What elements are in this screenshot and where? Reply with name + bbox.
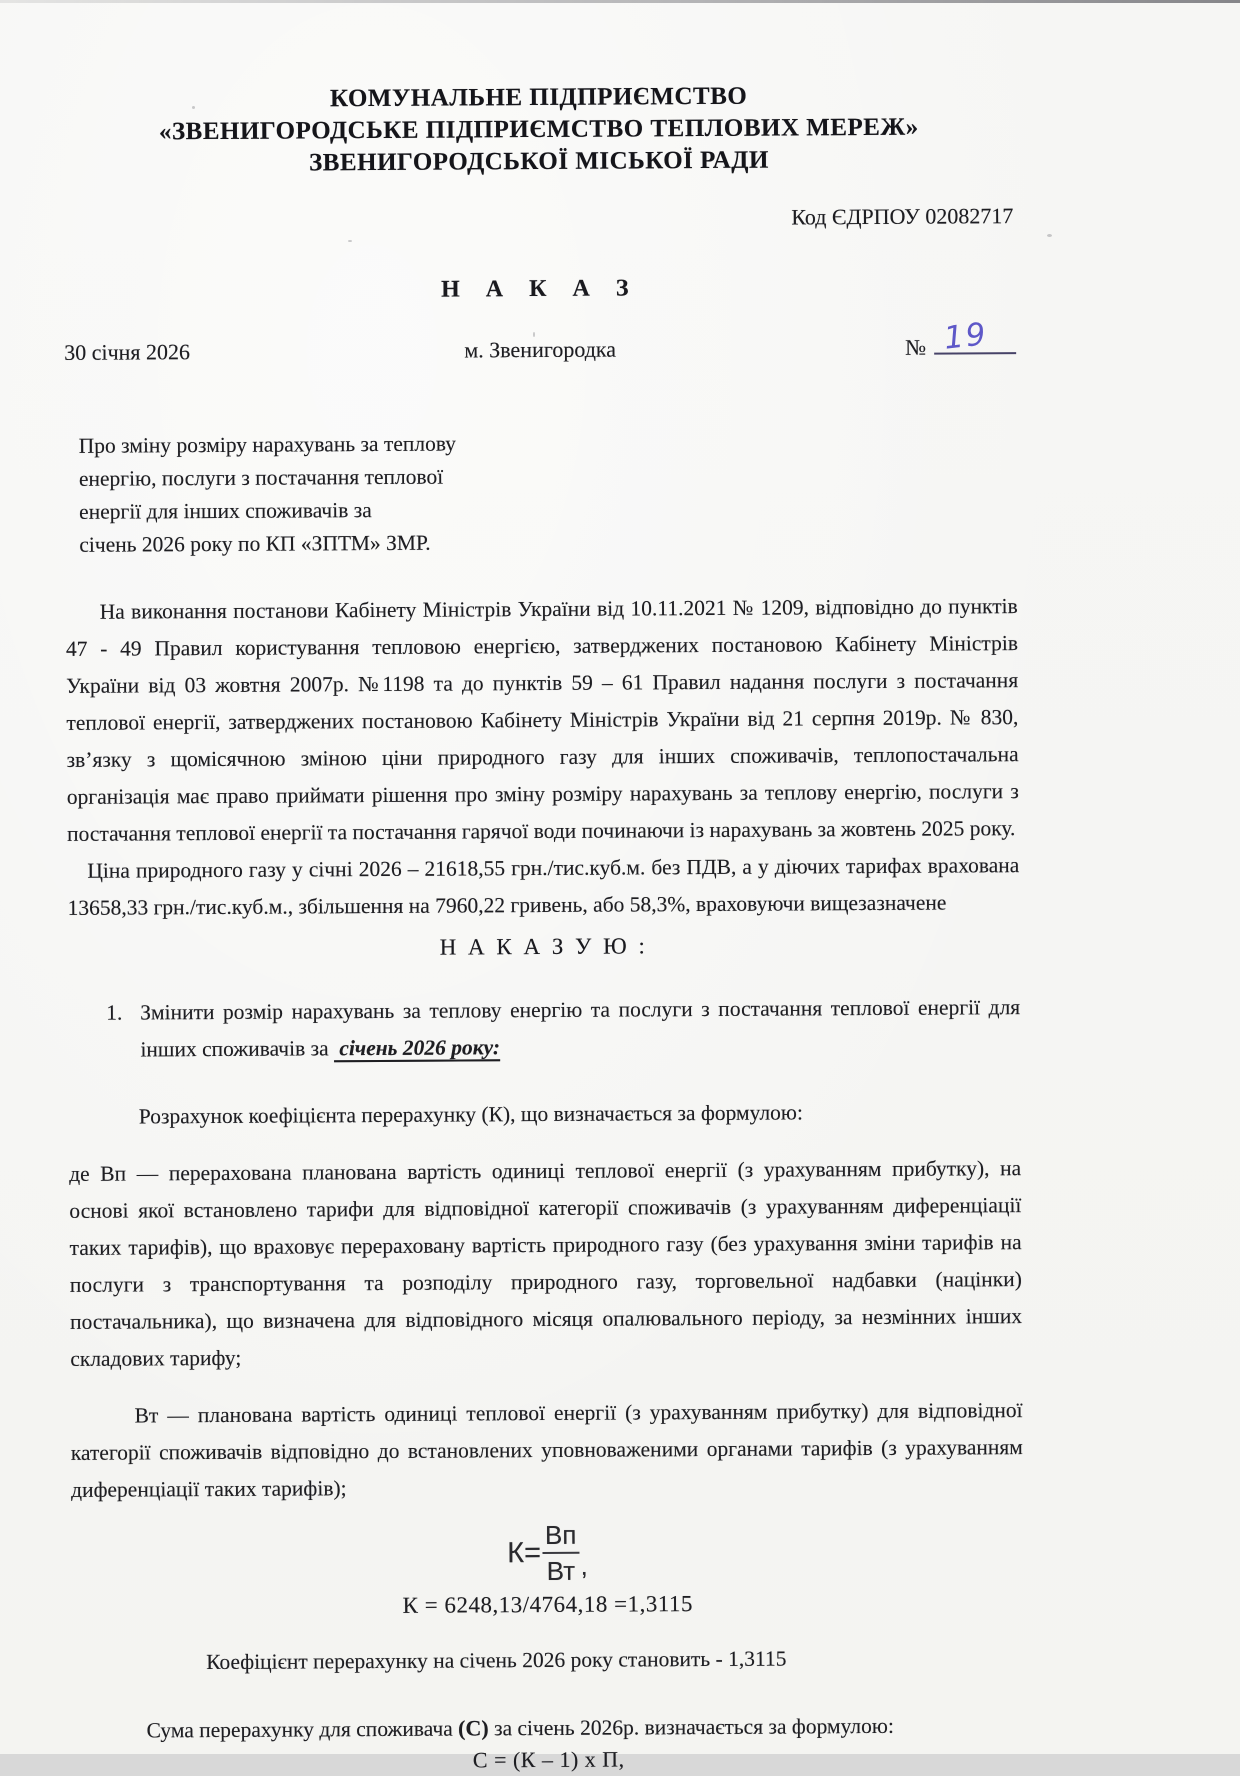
formula-fraction [541,1519,581,1586]
formula-lhs: К= [507,1536,542,1569]
order-number-line [934,316,1016,357]
order-meta-row [64,316,1016,366]
body-paragraph-gas-price: Ціна природного газу у січні 2026 – 21618,55 грн./тис.куб.м. без ПДВ, а у діючих тарифах врахована 13658,33 грн./тис.куб.м., збільшення на 7960,22 гривень, або 58,3%, враховуючи вищезазначене [67,853,1020,920]
body-paragraph-legal-basis: На виконання постанови Кабінету Міністрів України від 10.11.2021 № 1209, відповідно до пунктів 47 - 49 Правил користування тепловою енергією, затверджених постановою Кабінету Міністрів України від 03 жовтня 2007р. №1198 та до пунктів 59 – 61 Правил надання послуги з постачання теплової енергії, затверджених постановою Кабінету Міністрів України від 21 серпня 2019р. № 830, зв’язку з щомісячною зміною ціни природного газу для інших споживачів, теплопостачальна організація має право приймати рішення про зміну розміру нарахувань за теплову енергію, послуги з постачання теплової енергії та постачання гарячої води починаючи із нарахувань за жовтень 2025 року. [65,594,1019,846]
order-date: 30 січня 2026 [64,339,191,365]
document-content [62,0,1025,1776]
sum-line-consumer-symbol: (С) [458,1715,489,1741]
edrpou-code: Код ЄДРПОУ 02082717 [791,203,1014,230]
order-number-handwritten: 19 [942,316,990,357]
coefficient-result-line: Коефіцієнт перерахунку на січень 2026 року становить - 1,3115 [206,1646,787,1675]
subject-line: січень 2026 року по КП «ЗПТМ» ЗМР. [79,530,431,557]
formula-denominator: Вт [543,1552,580,1584]
order-subject [65,427,560,562]
org-name-line3: ЗВЕНИГОРОДСЬКОЇ МІСЬКОЇ РАДИ [308,146,769,177]
sum-formula: С = (К – 1) х П, [472,1746,625,1773]
resolve-heading: Н А К А З У Ю : [439,933,648,960]
formula-comma: , [580,1550,588,1581]
definition-vp: де Вп — перерахована планована вартість одиниці теплової енергії (з урахуванням прибутку), на основі якої встановлено тарифи для відповідної категорії споживачів (з урахуванням диференціації таких тарифів), що враховує перераховану вартість природного газу (без урахування зміни тарифів на послуги з транспортування та розподілу природного газу, торговельної надбавки (націнки) постачальника), що визначена для відповідного місяця опалювального періоду, за незмінних інших складових тарифу; [69,1156,1023,1371]
order-item-1 [68,989,1020,1069]
order-number [699,316,1016,362]
sum-definition-line [72,1712,1024,1744]
scan-speck [1047,234,1052,237]
coefficient-intro: Розрахунок коефіцієнта перерахунку (К), що визначається за формулою: [138,1100,804,1129]
formula-numerator: Вп [544,1519,577,1550]
order-item-1-number: 1. [106,1000,123,1025]
sum-line-text2: за січень 2026р. визначається за формулою: [488,1713,894,1741]
coefficient-calculation: К = 6248,13/4764,18 =1,3115 [402,1591,694,1618]
definition-vt: Вт — планована вартість одиниці теплової енергії (з урахуванням прибутку) для відповідної категорії споживачів відповідно до встановлених уповноваженими органами тарифів (з урахуванням диференціації таких тарифів); [70,1398,1023,1502]
org-name-line1: КОМУНАЛЬНЕ ПІДПРИЄМСТВО [329,82,748,113]
coefficient-formula [71,1519,1023,1587]
order-item-1-text-main: Змінити розмір нарахувань за теплову енергію та послуги з постачання теплової енергії для інших споживачів за [140,995,1021,1062]
sum-line-text1: Сума перерахунку для споживача [146,1716,459,1743]
subject-line: енергію, послуги з постачання теплової [78,464,444,491]
order-title: Н А К А З [440,275,639,303]
subject-line: Про зміну розміру нарахувань за теплову [78,431,457,458]
order-item-1-text [140,989,1020,1068]
order-item-1-period: січень 2026 року: [333,1035,501,1061]
order-place: м. Звенигородка [464,336,617,363]
org-name-line2: «ЗВЕНИГОРОДСЬКЕ ПІДПРИЄМСТВО ТЕПЛОВИХ МЕРЕЖ» [158,113,919,146]
subject-line: енергії для інших споживачів за [79,498,372,524]
order-number-label: № [905,334,927,360]
formula-expression [507,1519,588,1586]
